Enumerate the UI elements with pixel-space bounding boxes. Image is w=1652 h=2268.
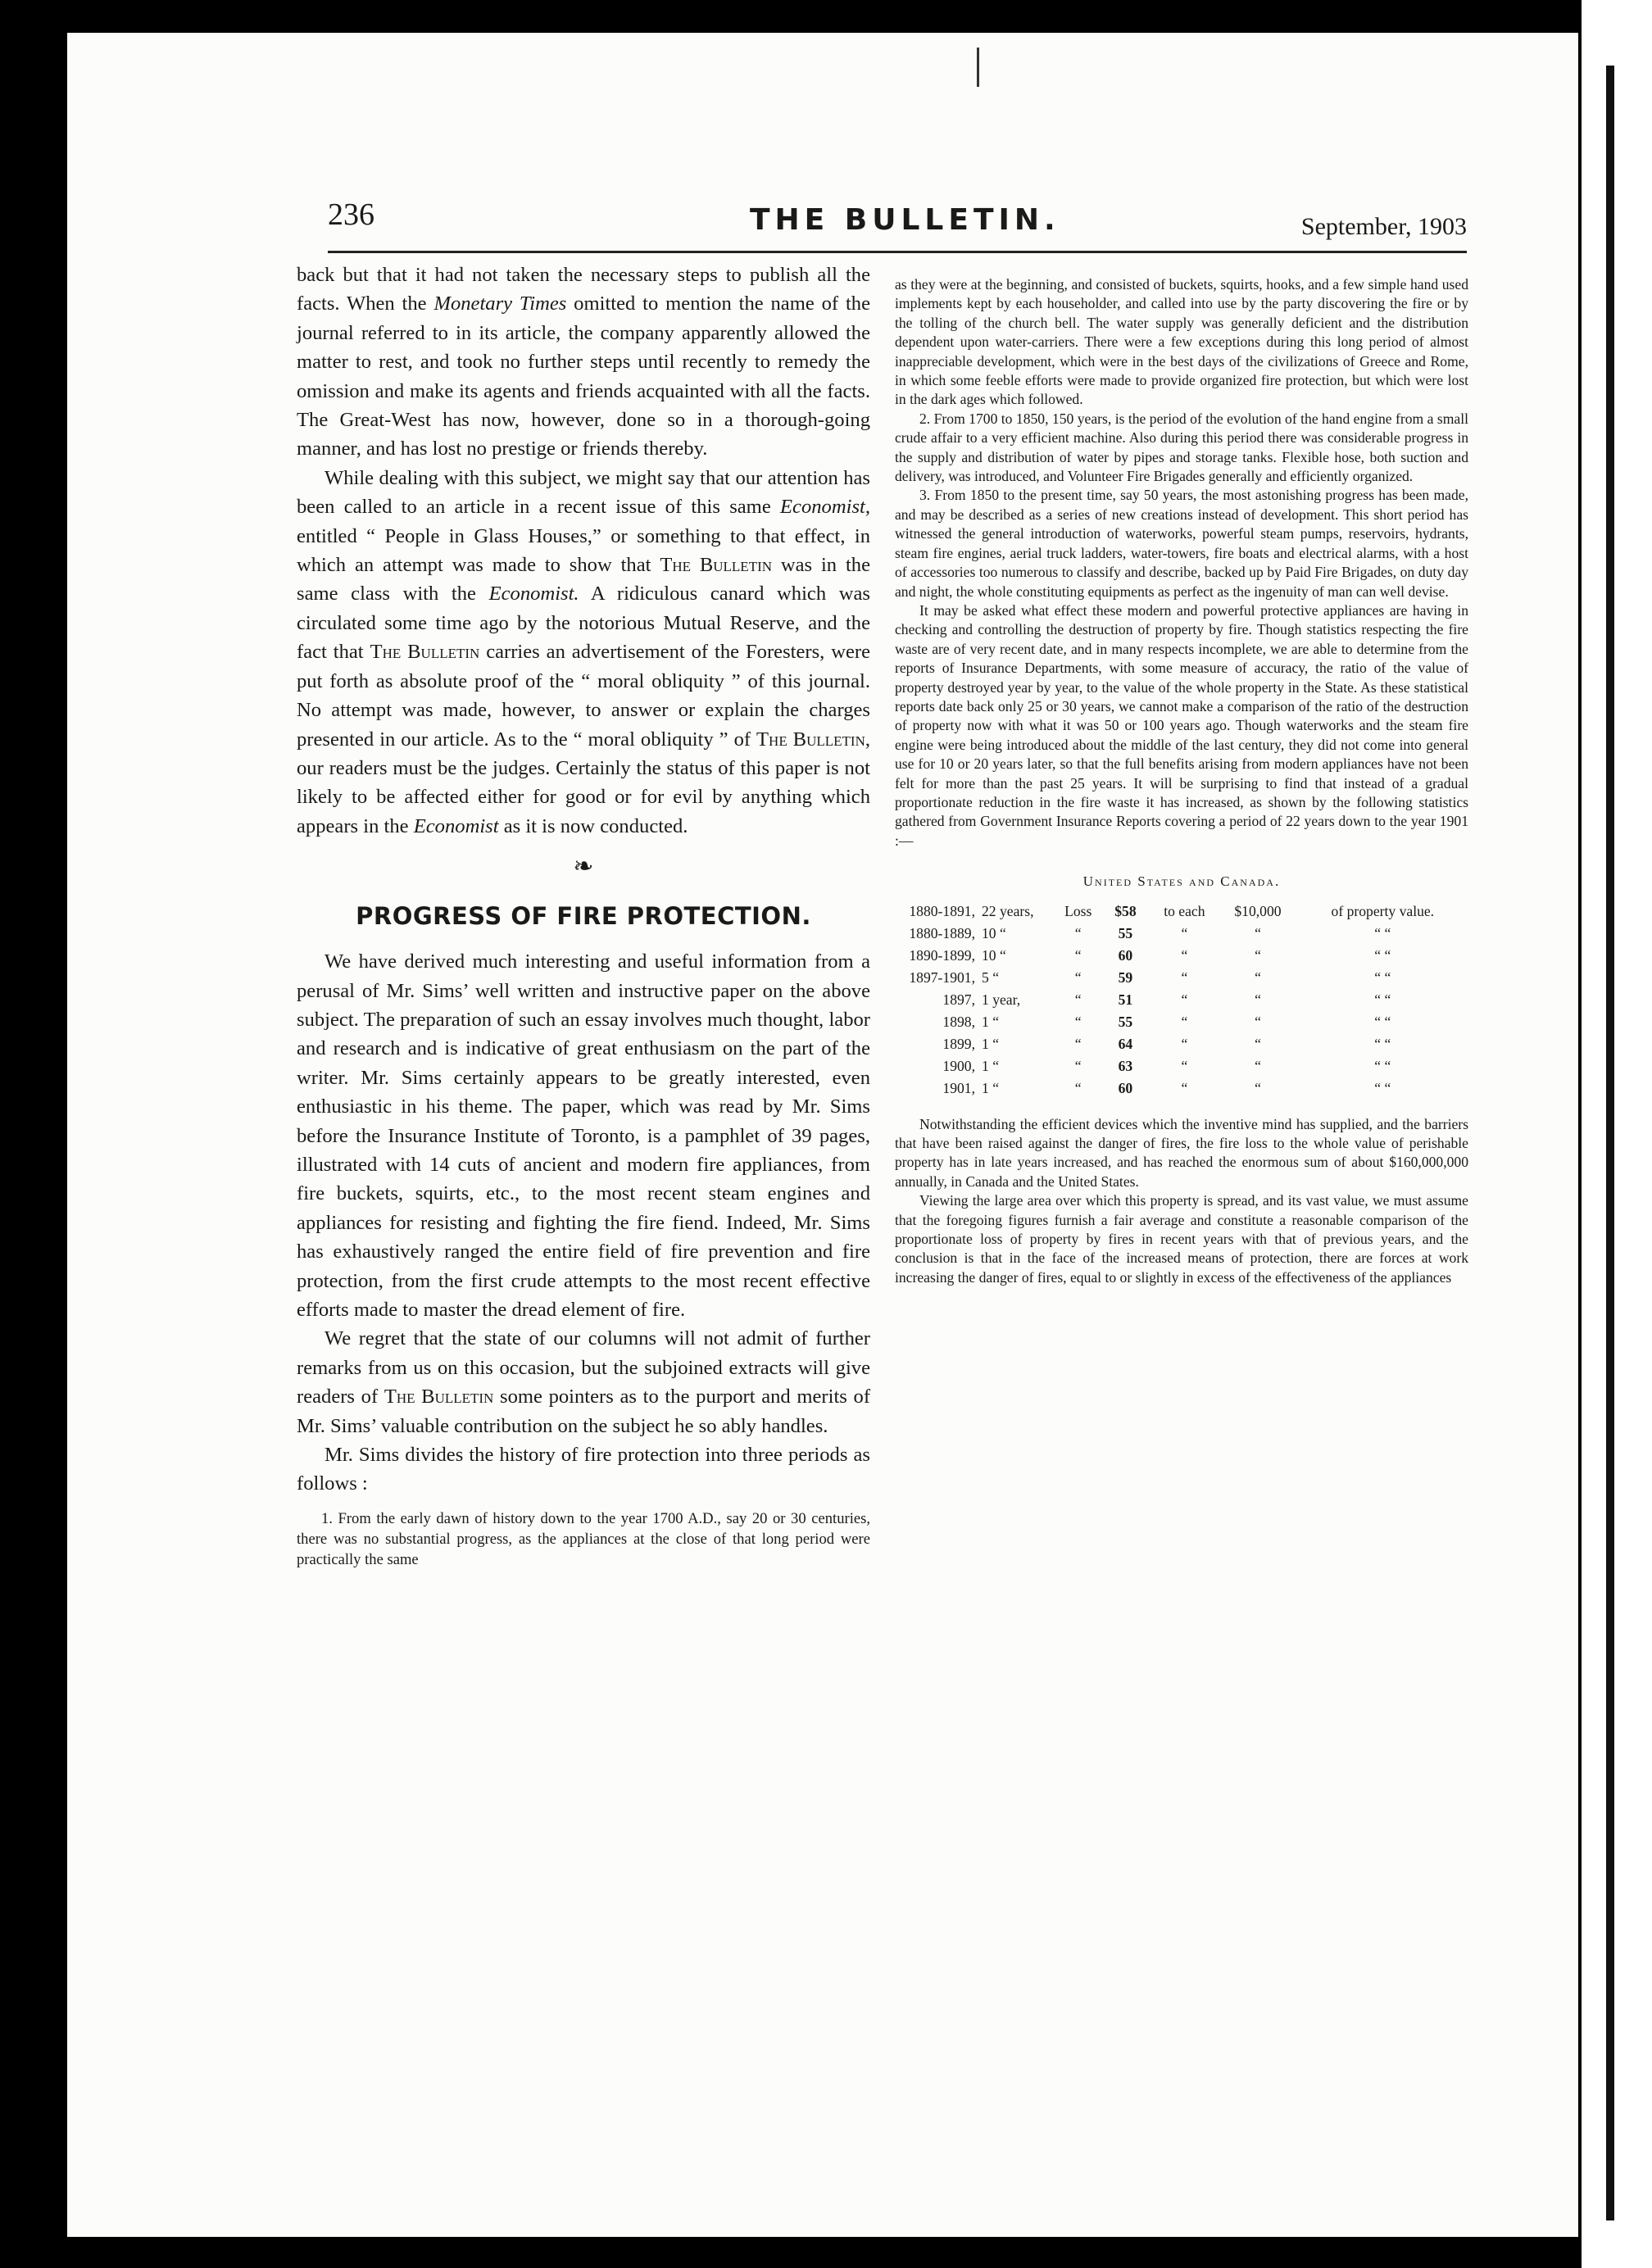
table-cell-amount: $58 <box>1114 903 1137 920</box>
table-cell-years: 22 years, <box>982 903 1034 920</box>
table-cell-amount: 64 <box>1118 1036 1133 1053</box>
table-cell-c2: “ <box>1181 1058 1188 1075</box>
table-cell-amount: 55 <box>1118 1014 1133 1031</box>
table-cell-years: 1 year, <box>982 991 1021 1009</box>
table-cell-c2: “ <box>1181 947 1188 964</box>
table-row <box>895 1056 1468 1078</box>
table-cell-c1: “ <box>1074 969 1082 987</box>
issue-date: September, 1903 <box>1300 213 1467 240</box>
paragraph-viewing: Viewing the large area over which this property is spread, and its vast value, we must assume that the foregoing figures furnish a fair average and constitute a reasonable comparison of the proportionate loss of property by fires in recent years with that of previous years, and the conclusion is that in the face of the increased means of protection, there are forces at work increasing the danger of fires, equal to or slightly in excess of the effectiveness of the appliances <box>895 1192 1468 1286</box>
table-cell-c1: Loss <box>1064 903 1092 920</box>
table-row <box>895 968 1468 990</box>
article-heading: PROGRESS OF FIRE PROTECTION. <box>356 902 811 931</box>
binding-edge <box>1606 66 1614 2220</box>
table-cell-c4: “ “ <box>1374 947 1391 964</box>
table-cell-c1: “ <box>1074 991 1082 1009</box>
table-row <box>895 923 1468 946</box>
table-cell-period: 1898, <box>942 1014 975 1031</box>
table-cell-period: 1899, <box>942 1036 975 1053</box>
table-cell-years: 1 “ <box>982 1014 1000 1031</box>
left-column <box>297 261 870 1570</box>
paragraph-statistics: It may be asked what effect these modern and powerful protective appliances are having in checking and controlling the destruction of property by fire. Though statistics respecting the fire waste are of very recent date, and in many respects incomplete, we are able to determine from the reports of Insurance Departments, with some measure of accuracy, the ratio of the value of property destroyed year by year, to the value of the whole property in the State. As these statistical reports date back only 25 or 30 years, we cannot make a comparison of the ratio of the destruction of property now with what it was 50 or 100 years ago. Though waterworks and the steam fire engine were being introduced about the middle of the last century, they did not come into general use for 10 or 20 years later, so that the full benefits arising from modern appliances have not been felt for more than the past 25 years. It will be surprising to find that instead of a gradual proportionate reduction in the fire waste it has increased, as shown by the following statistics gathered from Government Insurance Reports covering a period of 22 years down to the year 1901 :— <box>895 601 1468 849</box>
table-cell-c2: “ <box>1181 1014 1188 1031</box>
table-cell-c2: “ <box>1181 925 1188 942</box>
table-cell-c2: “ <box>1181 991 1188 1009</box>
paragraph-economist: While dealing with this subject, we might say that our attention has been called to an article in a recent issue of this same Economist, entitled “ People in Glass Houses,” or something to that effect, in which an attempt was made to show that The Bulletin was in the same class with the Economist. A ridiculous canard which was circulated some time ago by the notorious Mutual Reserve, and the fact that The Bulletin carries an advertisement of the Foresters, were put forth as absolute proof of the “ moral obliquity ” of this journal. No attempt was made, however, to answer or explain the charges presented in our article. As to the “ moral obliquity ” of The Bulletin, our readers must be the judges. Certainly the status of this paper is not likely to be affected either for good or for evil by anything which appears in the Economist as it is now conducted. <box>297 466 871 837</box>
table-cell-amount: 55 <box>1118 925 1133 942</box>
table-cell-c4: “ “ <box>1374 1080 1391 1097</box>
table-cell-c3: “ <box>1255 969 1261 987</box>
table-cell-amount: 60 <box>1118 947 1133 964</box>
table-cell-c3: “ <box>1255 925 1261 942</box>
scan-margin <box>1582 0 1652 2268</box>
table-cell-c2: “ <box>1181 969 1188 987</box>
paragraph-three-periods: Mr. Sims divides the history of fire protection into three periods as follows : <box>297 1444 870 1495</box>
table-cell-c4: “ “ <box>1374 991 1391 1009</box>
table-cell-c2: “ <box>1181 1080 1188 1097</box>
paragraph-great-west: back but that it had not taken the necessary steps to publish all the facts. When the Monetary Times omitted to mention the name of the journal referred to in its article, the company apparently allowed the matter to rest, and took no further steps until recently to remedy the omission and make its agents and friends acquainted with all the facts. The Great-West has now, however, done so in a thorough-going manner, and has lost no prestige or friends thereby. <box>297 264 870 460</box>
paragraph-period-two: 2. From 1700 to 1850, 150 years, is the period of the evolution of the hand engine from a small crude affair to a very efficient machine. Also during this period there was considerable progress in the supply and distribution of water by pipes and storage tanks. Flexible hose, both suction and delivery, was introduced, and Volunteer Fire Brigades generally and efficiently organized. <box>895 410 1468 485</box>
page-number: 236 <box>328 197 374 232</box>
paragraph-period-three: 3. From 1850 to the present time, say 50 years, the most astonishing progress has been made, and may be described as a series of new creations instead of development. This short period has witnessed the general introduction of waterworks, powerful steam pumps, reservoirs, hydrants, steam fire engines, aerial truck ladders, water-towers, fire boats and electrical alarms, with a host of accessories too numerous to classify and describe, backed up by Paid Fire Brigades, on duty day and night, the whole constituting equipments as perfect as the ingenuity of man can well devise. <box>895 487 1468 600</box>
table-row <box>895 901 1468 923</box>
table-cell-c3: “ <box>1255 991 1261 1009</box>
table-cell-years: 5 “ <box>982 969 1000 987</box>
table-cell-period: 1897-1901, <box>909 969 975 987</box>
table-cell-period: 1901, <box>942 1080 975 1097</box>
gutter-mark <box>977 48 979 87</box>
table-cell-period: 1880-1891, <box>909 903 975 920</box>
table-cell-c4: of property value. <box>1331 903 1435 920</box>
table-cell-c3: “ <box>1255 1036 1261 1053</box>
right-column <box>895 275 1468 1287</box>
table-cell-c1: “ <box>1074 925 1082 942</box>
page-header <box>328 197 1467 246</box>
table-cell-period: 1897, <box>942 991 975 1009</box>
table-row <box>895 1078 1468 1100</box>
table-cell-amount: 51 <box>1118 991 1133 1009</box>
table-cell-c2: “ <box>1181 1036 1188 1053</box>
table-cell-c4: “ “ <box>1374 1058 1391 1075</box>
table-cell-years: 1 “ <box>982 1036 1000 1053</box>
header-rule <box>328 251 1467 253</box>
table-cell-c1: “ <box>1074 947 1082 964</box>
table-cell-c3: “ <box>1255 947 1261 964</box>
table-cell-c3: “ <box>1255 1058 1261 1075</box>
table-cell-years: 1 “ <box>982 1080 1000 1097</box>
table-cell-period: 1900, <box>942 1058 975 1075</box>
journal-title: THE BULLETIN. <box>750 203 1060 237</box>
table-cell-c1: “ <box>1074 1058 1082 1075</box>
paragraph-notwithstanding: Notwithstanding the efficient devices which the inventive mind has supplied, and the barriers that have been raised against the danger of fires, the fire loss to the whole value of perishable property has in late years increased, and has reached the enormous sum of about $160,000,000 annually, in Canada and the United States. <box>895 1115 1468 1190</box>
table-cell-c1: “ <box>1074 1036 1082 1053</box>
table-cell-years: 1 “ <box>982 1058 1000 1075</box>
table-cell-c3: “ <box>1255 1014 1261 1031</box>
table-cell-years: 10 “ <box>982 947 1006 964</box>
table-cell-c3: “ <box>1255 1080 1261 1097</box>
table-cell-c4: “ “ <box>1374 1014 1391 1031</box>
paragraph-period-one-cont: as they were at the beginning, and consisted of buckets, squirts, hooks, and a few simple hand used implements kept by each householder, and called into use by the party discovering the fire or by the tolling of the church bell. The water supply was generally deficient and the distribution dependent upon water-carriers. There were a few exceptions during this long period of almost inappreciable development, which were in the best days of the civilizations of Greece and Rome, in which some feeble efforts were made to provide organized fire protection, but which were lost in the dark ages which followed. <box>895 276 1468 408</box>
table-cell-c3: $10,000 <box>1234 903 1282 920</box>
fleuron-ornament: ❧ <box>573 853 594 881</box>
table-row <box>895 1034 1468 1056</box>
table-cell-c2: to each <box>1164 903 1205 920</box>
paragraph-period-one: 1. From the early dawn of history down to the year 1700 A.D., say 20 or 30 centuries, there was no substantial progress, as the appliances at the close of that long period were practically the same <box>297 1509 870 1568</box>
table-cell-period: 1890-1899, <box>909 947 975 964</box>
paragraph-regret: We regret that the state of our columns will not admit of further remarks from us on this occasion, but the subjoined extracts will give readers of The Bulletin some pointers as to the purport and merits of Mr. Sims’ valuable contribution on the subject he so ably handles. <box>297 1327 871 1437</box>
table-row <box>895 990 1468 1012</box>
table-cell-amount: 63 <box>1118 1058 1133 1075</box>
table-row <box>895 946 1468 968</box>
table-caption: United States and Canada. <box>1082 873 1281 890</box>
table-cell-amount: 59 <box>1118 969 1133 987</box>
table-cell-c1: “ <box>1074 1014 1082 1031</box>
paragraph-intro: We have derived much interesting and useful information from a perusal of Mr. Sims’ well written and instructive paper on the above subject. The preparation of such an essay involves much thought, labor and research and is indicative of great enthusiasm on the part of the writer. Mr. Sims certainly appears to be greatly interested, even enthusiastic in his theme. The paper, which was read by Mr. Sims before the Insurance Institute of Toronto, is a pamphlet of 39 pages, illustrated with 14 cuts of ancient and modern fire appliances, from fire buckets, squirts, etc., to the most recent steam engines and appliances for resisting and fighting the fire fiend. Indeed, Mr. Sims has exhaustively ranged the entire field of fire prevention and fire protection, from the first crude attempts to the most recent effective efforts made to master the dread element of fire. <box>297 950 870 1321</box>
table-cell-c4: “ “ <box>1374 969 1391 987</box>
fire-loss-table <box>895 901 1468 1100</box>
table-cell-c4: “ “ <box>1374 925 1391 942</box>
table-cell-c4: “ “ <box>1374 1036 1391 1053</box>
table-cell-c1: “ <box>1074 1080 1082 1097</box>
table-row <box>895 1012 1468 1034</box>
table-cell-amount: 60 <box>1118 1080 1133 1097</box>
table-cell-period: 1880-1889, <box>909 925 975 942</box>
table-cell-years: 10 “ <box>982 925 1006 942</box>
